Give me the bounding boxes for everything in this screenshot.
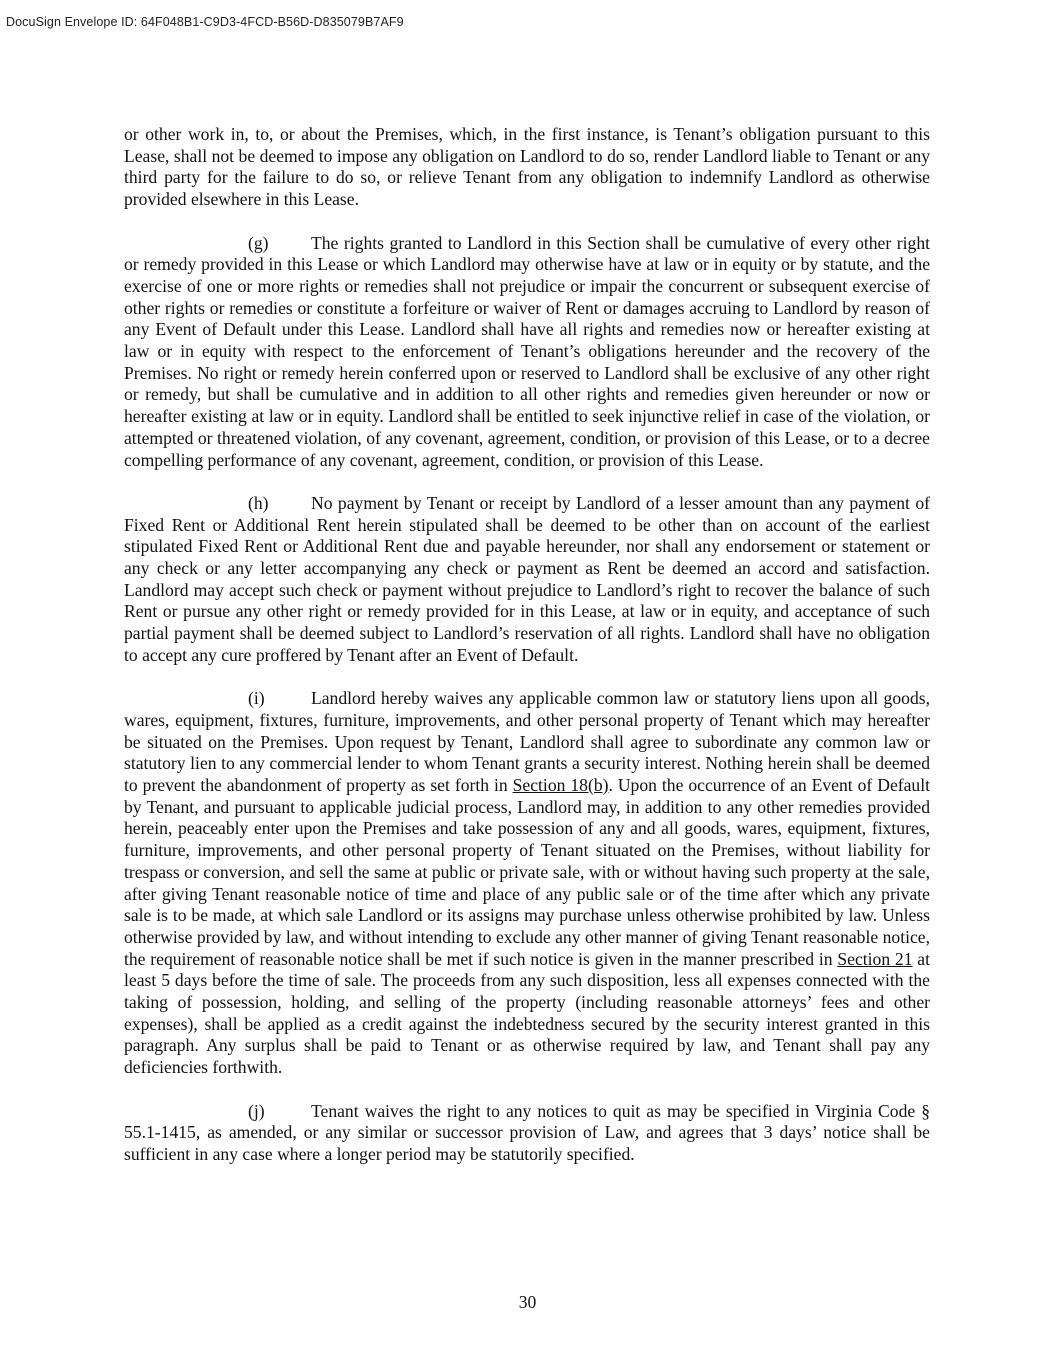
paragraph-i-label: (i) (248, 688, 265, 709)
paragraph-h-label: (h) (248, 492, 269, 513)
section-21-reference: Section 21 (837, 948, 913, 969)
page-number: 30 (518, 1292, 537, 1312)
paragraph-j-label: (j) (248, 1100, 265, 1121)
paragraph-continuation-text: or other work in, to, or about the Premises, which, in the first instance, is Tenant’s obligation pursuant to this Lease, shall not be deemed to impose any obligation on Landlord to do so, render Landlord liable to Tenant or any third party for the failure to do so, or relieve Tenant from any obligation to indemnify Landlord as otherwise provided elsewhere in this Lease. (124, 124, 930, 210)
paragraph-g-text: The rights granted to Landlord in this Section shall be cumulative of every other right or remedy provided in this Lease or which Landlord may otherwise have at law or in equity or by statute, and the exercise of one or more rights or remedies shall not prejudice or impair the concurrent or subsequent exercise of other rights or remedies or constitute a forfeiture or waiver of Rent or damages accruing to Landlord by reason of any Event of Default under this Lease. Landlord shall have all rights and remedies now or hereafter existing at law or in equity with respect to the enforcement of Tenant’s obligations hereunder and the recovery of the Premises. No right or remedy herein conferred upon or reserved to Landlord shall be exclusive of any other right or remedy, but shall be cumulative and in addition to all other rights and remedies given hereunder or now or hereafter existing at law or in equity. Landlord shall be entitled to seek injunctive relief in case of the violation, or attempted or threatened violation, of any covenant, agreement, condition, or provision of this Lease, or to a decree compelling performance of any covenant, agreement, condition, or provision of this Lease. (124, 232, 930, 470)
paragraph-i (124, 688, 930, 1079)
paragraph-j (124, 1101, 930, 1166)
paragraph-g (124, 233, 930, 472)
section-18b-reference: Section 18(b) (512, 775, 609, 796)
paragraph-h-text: No payment by Tenant or receipt by Landlord of a lesser amount than any payment of Fixed Rent or Additional Rent herein stipulated shall be deemed to be other than on account of the earliest stipulated Fixed Rent or Additional Rent due and payable hereunder, nor shall any endorsement or statement or any check or any letter accompanying any check or payment as Rent be deemed an accord and satisfaction. Landlord may accept such check or payment without prejudice to Landlord’s right to recover the balance of such Rent or pursue any other right or remedy provided for in this Lease, at law or in equity, and acceptance of such partial payment shall be deemed subject to Landlord’s reservation of all rights. Landlord shall have no obligation to accept any cure proffered by Tenant after an Event of Default. (124, 492, 930, 665)
paragraph-h (124, 493, 930, 667)
docusign-envelope-id: DocuSign Envelope ID: 64F048B1-C9D3-4FCD-B56D-D835079B7AF9 (6, 15, 404, 29)
document-body (124, 124, 930, 1187)
paragraph-g-label: (g) (248, 232, 269, 253)
paragraph-i-text-part-3: at least 5 days before the time of sale. The proceeds from any such disposition, less all expenses connected with the taking of possession, holding, and selling of the property (including reasonable attorneys’ fees and other expenses), shall be applied as a credit against the indebtedness secured by the security interest granted in this paragraph. Any surplus shall be paid to Tenant or as otherwise required by law, and Tenant shall pay any deficiencies forthwith. (124, 948, 930, 1078)
paragraph-continuation (124, 124, 930, 211)
paragraph-i-text-part-1: Landlord hereby waives any applicable common law or statutory liens upon all goods, wares, equipment, fixtures, furniture, improvements, and other personal property of Tenant which may hereafter be situated on the Premises. Upon request by Tenant, Landlord shall agree to subordinate any common law or statutory lien to any commercial lender to whom Tenant grants a security interest. Nothing herein shall be deemed to prevent the abandonment of property as set forth in (124, 688, 930, 796)
paragraph-i-text-part-2: . Upon the occurrence of an Event of Default by Tenant, and pursuant to applicable judicial process, Landlord may, in addition to any other remedies provided herein, peaceably enter upon the Premises and take possession of any and all goods, wares, equipment, fixtures, furniture, improvements, and other personal property of Tenant situated on the Premises, without liability for trespass or conversion, and sell the same at public or private sale, with or without having such property at the sale, after giving Tenant reasonable notice of time and place of any public sale or of the time after which any private sale is to be made, at which sale Landlord or its assigns may purchase unless otherwise prohibited by law. Unless otherwise provided by law, and without intending to exclude any other manner of giving Tenant reasonable notice, the requirement of reasonable notice shall be met if such notice is given in the manner prescribed in (124, 775, 930, 969)
paragraph-j-text: Tenant waives the right to any notices to quit as may be specified in Virginia Code § 55.1-1415, as amended, or any similar or successor provision of Law, and agrees that 3 days’ notice shall be sufficient in any case where a longer period may be statutorily specified. (124, 1100, 930, 1164)
